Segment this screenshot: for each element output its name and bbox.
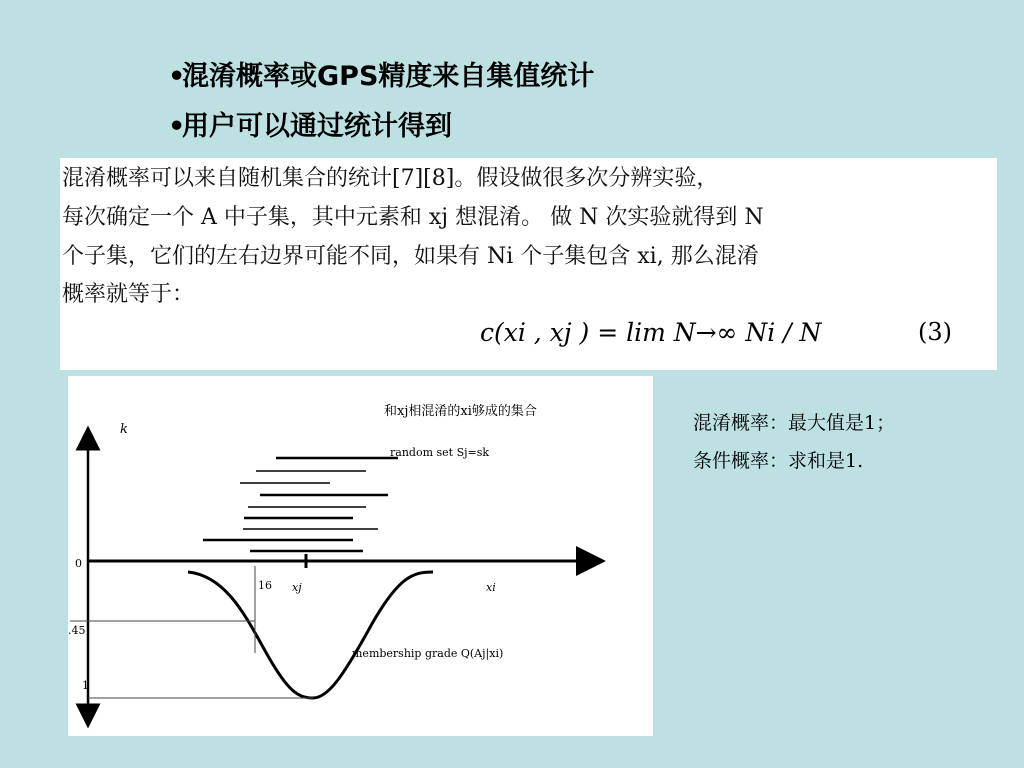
excerpt-line: 每次确定一个 A 中子集，其中元素和 xj 想混淆。 做 N 次实验就得到 N [62, 205, 764, 230]
y-axis-label: k [120, 422, 128, 437]
tick-label-0: 0 [75, 557, 82, 570]
membership-curve [188, 572, 433, 698]
xj-label: xj [292, 581, 302, 594]
bullet-marker: • [168, 61, 186, 92]
figure-title: 和xj相混淆的xi够成的集合 [384, 404, 537, 419]
formula: c(xi , xj ) = lim N→∞ Ni / N [480, 318, 822, 347]
excerpt-line: 概率就等于： [62, 282, 195, 307]
notes [693, 404, 895, 480]
note-confusion-probability: 混淆概率：最大值是1； [693, 412, 896, 434]
bullet-list [168, 52, 594, 152]
random-set-label: random set Sj=sk [390, 446, 490, 459]
x-axis-label: xi [486, 581, 496, 594]
bullet-marker: • [168, 111, 186, 142]
bullet-item [168, 102, 594, 152]
figure-canvas [68, 376, 653, 736]
bullet-text: 混淆概率或GPS精度来自集值统计 [182, 61, 595, 92]
paper-excerpt [60, 158, 997, 370]
tick-label-1: 1 [82, 679, 89, 692]
excerpt-line: 个子集，它们的左右边界可能不同，如果有 Ni 个子集包含 xi, 那么混淆 [62, 244, 759, 269]
excerpt-line: 混淆概率可以来自随机集合的统计[7][8]。假设做很多次分辨实验， [62, 166, 719, 191]
membership-figure [68, 376, 653, 736]
tick-label-16: 16 [258, 579, 272, 592]
bullet-text: 用户可以通过统计得到 [182, 111, 452, 142]
formula-number: (3) [918, 318, 952, 346]
random-set-intervals [203, 458, 398, 551]
note-conditional-probability: 条件概率：求和是1. [693, 450, 864, 472]
bullet-item [168, 52, 594, 102]
membership-label: membership grade Q(Aj|xi) [352, 647, 504, 660]
tick-label-045: .45 [68, 624, 86, 637]
